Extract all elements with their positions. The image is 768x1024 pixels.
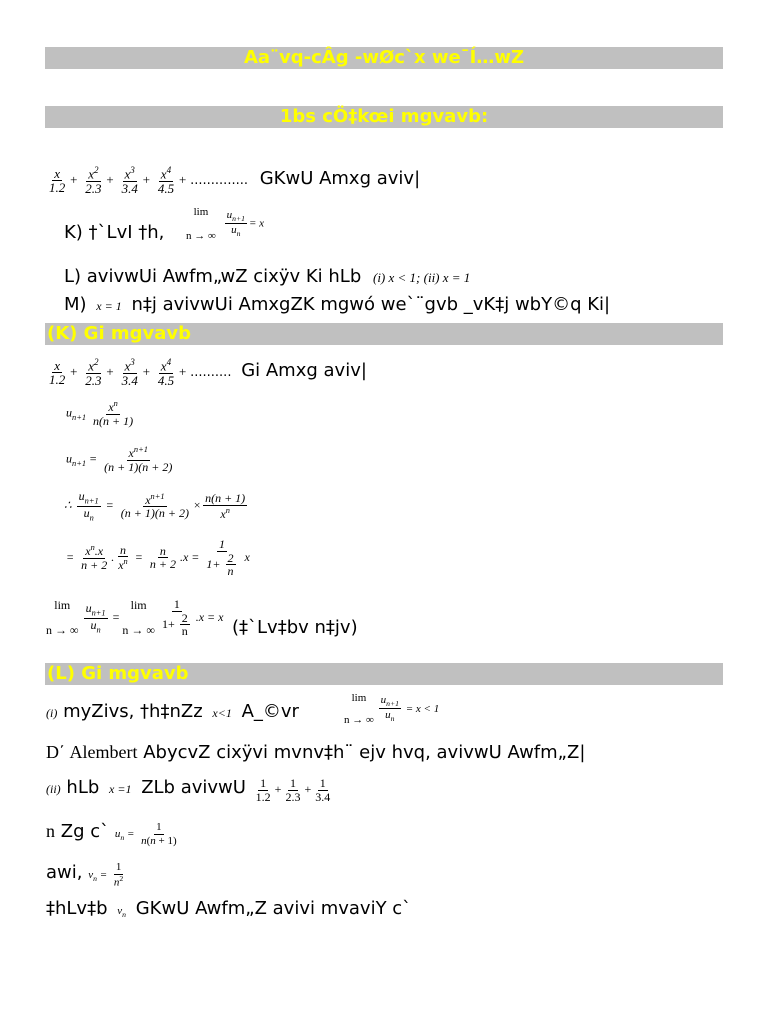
document-title: Aa¨vq-cÂg -wØc`x we¯Í…wZ: [45, 47, 723, 69]
series-text: GKwU Amxg aviv|: [259, 168, 421, 190]
dalembert-name: D΄ Alembert: [46, 742, 138, 762]
series-statement-2: [45, 358, 367, 388]
series-text-2: Gi Amxg aviv|: [241, 360, 367, 382]
l-line-6: [46, 898, 411, 926]
l-line-1-text2: A_©vr: [241, 701, 299, 722]
un-formula: $u_{n+1}$ $\frac{x^n}{n(n + 1)}$: [66, 399, 134, 428]
case-i-label: (i): [46, 706, 58, 720]
part-l-label: L) avivwUi Awfm„wZ cixÿv Ki hLb: [64, 266, 362, 287]
series-expression: $\frac{x}{1.2}$ + $\frac{x^2}{2.3}$ + $\frac{x^3}{3.4}$ + $\frac{x^4}{4.5}$ +: [49, 165, 191, 196]
vn-symbol: $v_n$: [117, 905, 126, 920]
limit-note: [232, 617, 358, 639]
l-line-3-text: hLb: [66, 777, 100, 799]
l-line-3: [46, 777, 334, 804]
l-line-1-text: myZivs, †h‡nZz: [63, 701, 203, 722]
l-line-3-text2: ZLb avivwU: [141, 777, 246, 799]
part-k: [64, 222, 164, 244]
l-line-4: [46, 820, 181, 849]
l-line-2-text: AbycvZ cixÿvi mvnv‡h¨ ejv hvq, avivwU Awfm„Z|: [143, 742, 586, 763]
l-line-5-text: awi,: [46, 862, 83, 883]
l-line-1: [46, 701, 299, 724]
solution-l-heading: (L) Gi mgvavb: [45, 663, 723, 685]
l-line-6-text: ‡hLv‡b: [46, 898, 108, 919]
question-heading: 1bs cÖ‡kœi mgvavb:: [45, 106, 723, 128]
series-dots: ..............: [190, 173, 248, 189]
un1-formula: $u_{n+1}$ = $\frac{x^{n+1}}{(n + 1)(n + 2)}$: [66, 445, 173, 474]
part-k-label: K) †`LvI †h,: [64, 222, 165, 243]
series-statement: [45, 166, 420, 196]
l-line-1-limit: lim n → ∞ $\frac{u_{n+1}}{u_n}$ = x < 1: [344, 692, 440, 726]
l-line-2: [46, 741, 585, 764]
series-dots-2: ..........: [190, 365, 232, 381]
limit-note-text: (‡`Lv‡bv n‡jv): [232, 617, 358, 638]
un-general-term: $u_n$ = $\frac{1}{n(n + 1)}$: [114, 821, 177, 847]
l-line-6-text2: GKwU Awfm„Z avivi mvaviY c`: [135, 898, 412, 919]
l-line-1-condition: x<1: [212, 706, 232, 720]
l-line-4-n: n: [46, 821, 55, 841]
case-ii-label: (ii): [46, 782, 61, 797]
series-expression-2: $\frac{x}{1.2}$ + $\frac{x^2}{2.3}$ + $\frac{x^3}{3.4}$ + $\frac{x^4}{4.5}$ +: [49, 357, 191, 388]
l-line-3-series: $\frac{1}{1.2}$ + $\frac{1}{2.3}$ + $\frac{1}{3.4}$: [255, 776, 331, 804]
part-m: [64, 294, 610, 317]
simplify-formula: = $\frac{x^n.x}{n + 2}$ . $\frac{n}{x^n}$ = $\frac{n}{n + 2}$ .x = 1 1+ $\frac{2}{n}$ x: [66, 537, 250, 579]
l-line-4-text: Zg c`: [60, 821, 110, 842]
limit-result: lim n → ∞ $\frac{u_{n+1}}{u_n}$ = lim n → ∞ 1 1+ $\frac{2}{n}$ .x = x: [46, 597, 224, 639]
part-l-condition: (i) x < 1; (ii) x = 1: [372, 270, 471, 285]
part-l: [64, 266, 470, 289]
vn-term: $v_n$ = $\frac{1}{n^2}$: [88, 861, 124, 889]
solution-k-heading: (K) Gi mgvavb: [45, 323, 723, 345]
part-m-condition: x = 1: [96, 299, 122, 313]
part-m-text: n‡j avivwUi AmxgZK mgwó we`¨gvb _vK‡j wbY©q Ki|: [131, 294, 611, 315]
l-line-5: [46, 862, 127, 890]
part-m-label: M): [64, 294, 87, 315]
l-line-3-condition: x =1: [109, 782, 132, 797]
part-k-limit: lim n → ∞ $\frac{u_{n+1}}{u_n}$ = x: [186, 206, 265, 242]
ratio-formula: ∴ $\frac{u_{n+1}}{u_n}$ = $\frac{x^{n+1}}{(n + 1)(n + 2)}$ × $\frac{n(n + 1)}{x^n}$: [64, 489, 246, 523]
